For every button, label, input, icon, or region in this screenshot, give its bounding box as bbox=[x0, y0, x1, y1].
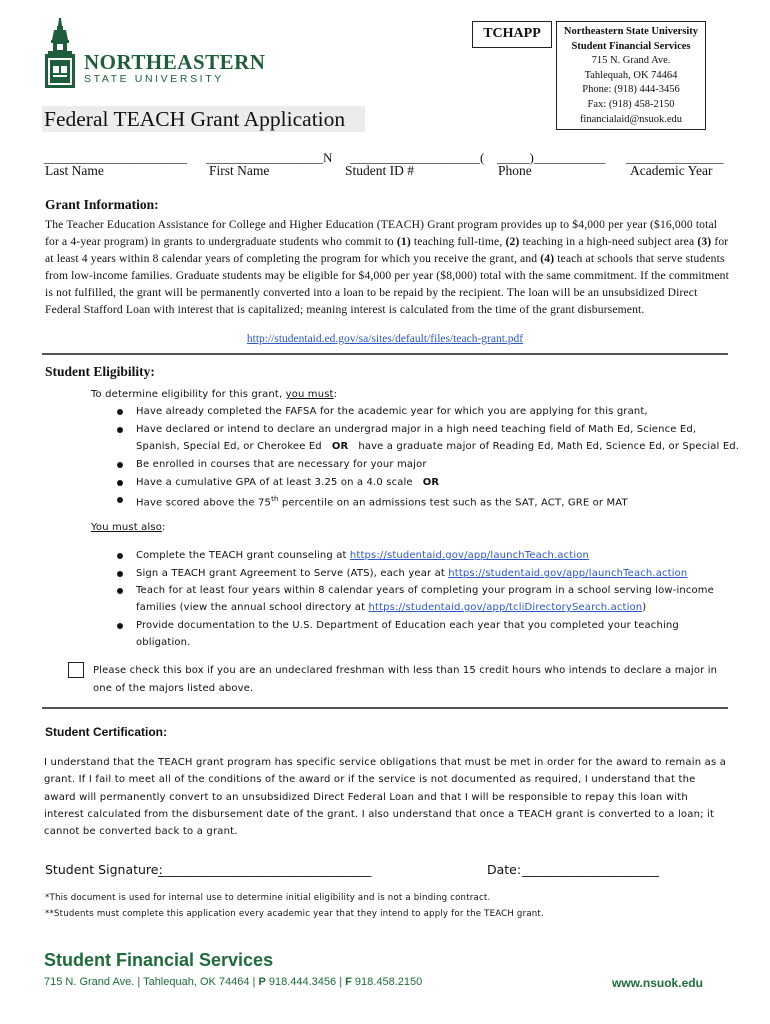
bullet-icon bbox=[117, 409, 123, 415]
last-name-field[interactable]: ______________________ bbox=[44, 150, 187, 165]
eligibility-item-cont: Spanish, Special Ed, or Cherokee Ed OR have a graduate major of Reading Ed, Math Ed, Science Ed, or Special Ed. bbox=[136, 441, 740, 452]
last-name-label: Last Name bbox=[45, 163, 104, 178]
footer-office-name: Student Financial Services bbox=[44, 950, 274, 970]
counseling-link[interactable]: https://studentaid.gov/app/launchTeach.action bbox=[349, 550, 590, 561]
address-line: Student Financial Services bbox=[571, 40, 691, 52]
eligibility-item: Have a cumulative GPA of at least 3.25 on a 4.0 scale OR bbox=[136, 477, 440, 488]
address-box bbox=[556, 21, 706, 130]
logo-subtitle: STATE UNIVERSITY bbox=[84, 73, 224, 85]
checkbox-label-cont: one of the majors listed above. bbox=[93, 683, 254, 694]
first-name-label: First Name bbox=[209, 163, 270, 178]
divider bbox=[42, 353, 728, 355]
address-line: Phone: (918) 444-3456 bbox=[582, 84, 680, 96]
signature-label: Student Signature: bbox=[45, 862, 163, 877]
student-id-label: Student ID # bbox=[345, 163, 414, 178]
undeclared-freshman-checkbox[interactable] bbox=[68, 662, 84, 678]
seminary-hall-tower-icon bbox=[45, 18, 75, 88]
academic-year-field[interactable]: _______________ bbox=[626, 150, 724, 165]
footnote: **Students must complete this application every academic year that they intend to apply for the TEACH grant. bbox=[45, 909, 544, 919]
bullet-icon bbox=[117, 462, 123, 468]
address-line: financialaid@nsuok.edu bbox=[579, 113, 683, 125]
address-line: Tahlequah, OK 74464 bbox=[584, 69, 678, 81]
bullet-icon bbox=[117, 588, 123, 594]
address-line: Fax: (918) 458-2150 bbox=[587, 98, 675, 110]
also-item-cont: families (view the annual school directory at https://studentaid.gov/app/tcliDirectorySearch.action) bbox=[136, 602, 647, 613]
bullet-icon bbox=[117, 427, 123, 433]
date-label: Date: bbox=[487, 862, 522, 877]
footer-website[interactable]: www.nsuok.edu bbox=[612, 976, 703, 990]
divider bbox=[42, 707, 728, 709]
checkbox-label: Please check this box if you are an undeclared freshman with less than 15 credit hours who intends to declare a major in bbox=[93, 665, 718, 676]
address-line: 715 N. Grand Ave. bbox=[591, 55, 671, 67]
eligibility-item: Have already completed the FAFSA for the academic year for which you are applying for this grant, bbox=[136, 406, 648, 417]
academic-year-label: Academic Year bbox=[630, 163, 713, 178]
school-directory-link[interactable]: https://studentaid.gov/app/tcliDirectorySearch.action bbox=[368, 602, 643, 613]
eligibility-item: Have declared or intend to declare an undergrad major in a high need teaching field of Math Ed, Science Ed, bbox=[136, 424, 697, 435]
logo-wordmark: NORTHEASTERN bbox=[84, 50, 266, 74]
also-item: Sign a TEACH grant Agreement to Serve (ATS), each year at https://studentaid.gov/app/launchTeach.action bbox=[136, 568, 688, 579]
signature-field[interactable]: _______________________________________ bbox=[158, 862, 371, 877]
certification-heading: Student Certification: bbox=[45, 725, 167, 739]
also-item: Complete the TEACH grant counseling at https://studentaid.gov/app/launchTeach.action bbox=[136, 550, 590, 561]
bullet-icon bbox=[117, 623, 123, 629]
bullet-icon bbox=[117, 571, 123, 577]
eligibility-intro: To determine eligibility for this grant, you must: bbox=[91, 389, 338, 400]
grant-info-heading: Grant Information: bbox=[45, 197, 159, 212]
form-code-box: TCHAPP bbox=[472, 21, 552, 48]
footer-address: 715 N. Grand Ave. | Tahlequah, OK 74464 | P 918.444.3456 | F 918.458.2150 bbox=[44, 976, 423, 988]
student-id-field[interactable]: ____________________( bbox=[350, 150, 485, 165]
certification-text: I understand that the TEACH grant program has specific service obligations that must be met in order for the award to remain as a grant. If I fail to meet all of the conditions of the award or if the service is not documented as required, I understand that the award will permanently convert to an unsubsidized Direct Federal Loan and that I will be responsible to repay this loan with interest calculated from the disbursement date of the grant. I also understand that once a TEACH grant is converted to a loan; it cannot be converted back to a grant. bbox=[44, 757, 727, 838]
page-title: Federal TEACH Grant Application bbox=[42, 106, 365, 132]
phone-field[interactable]: _____)___________ bbox=[497, 150, 606, 165]
first-name-field[interactable]: __________________N bbox=[206, 150, 333, 165]
ats-link[interactable]: https://studentaid.gov/app/launchTeach.action bbox=[448, 568, 688, 579]
also-item-cont: obligation. bbox=[136, 637, 191, 648]
also-heading: You must also: bbox=[91, 522, 166, 533]
eligibility-item: Have scored above the 75th percentile on an admissions test such as the SAT, ACT, GRE or MAT bbox=[136, 495, 628, 509]
grant-info-text: The Teacher Education Assistance for College and Higher Education (TEACH) Grant program provides up to $4,000 per year ($16,000 total for a 4-year program) in grants to undergraduate students who commit to (1) teaching full-time, (2) teaching in a high-need subject area (3) for at least 4 years within 8 calendar years of completing the program for which you receive the grant, and (4) teach at schools that serve students from low-income families. Graduate students may be eligible for $4,000 per year ($8,000) total with the same commitment. If the commitment is not fulfilled, the grant will be permanently converted into a loan to be repaid by the recipient. The loan will be an unsubsidized Direct Federal Stafford Loan with interest that is capitalized; meaning interest is calculated from the time of the grant disbursement. bbox=[45, 218, 729, 316]
bullet-icon bbox=[117, 553, 123, 559]
date-field[interactable]: _________________________ bbox=[522, 862, 659, 877]
also-item: Teach for at least four years within 8 calendar years of completing your program in a school serving low-income bbox=[136, 585, 714, 596]
bullet-icon bbox=[117, 480, 123, 486]
eligibility-item: Be enrolled in courses that are necessary for your major bbox=[136, 459, 427, 470]
footnote: *This document is used for internal use to determine initial eligibility and is not a binding contract. bbox=[45, 893, 491, 903]
bullet-icon bbox=[117, 497, 123, 503]
eligibility-heading: Student Eligibility: bbox=[45, 364, 155, 379]
teach-grant-pdf-link[interactable]: http://studentaid.ed.gov/sa/sites/default/files/teach-grant.pdf bbox=[246, 333, 524, 345]
address-line: Northeastern State University bbox=[563, 26, 699, 37]
phone-label: Phone bbox=[498, 163, 532, 178]
also-item: Provide documentation to the U.S. Department of Education each year that you completed your teaching bbox=[136, 620, 679, 631]
